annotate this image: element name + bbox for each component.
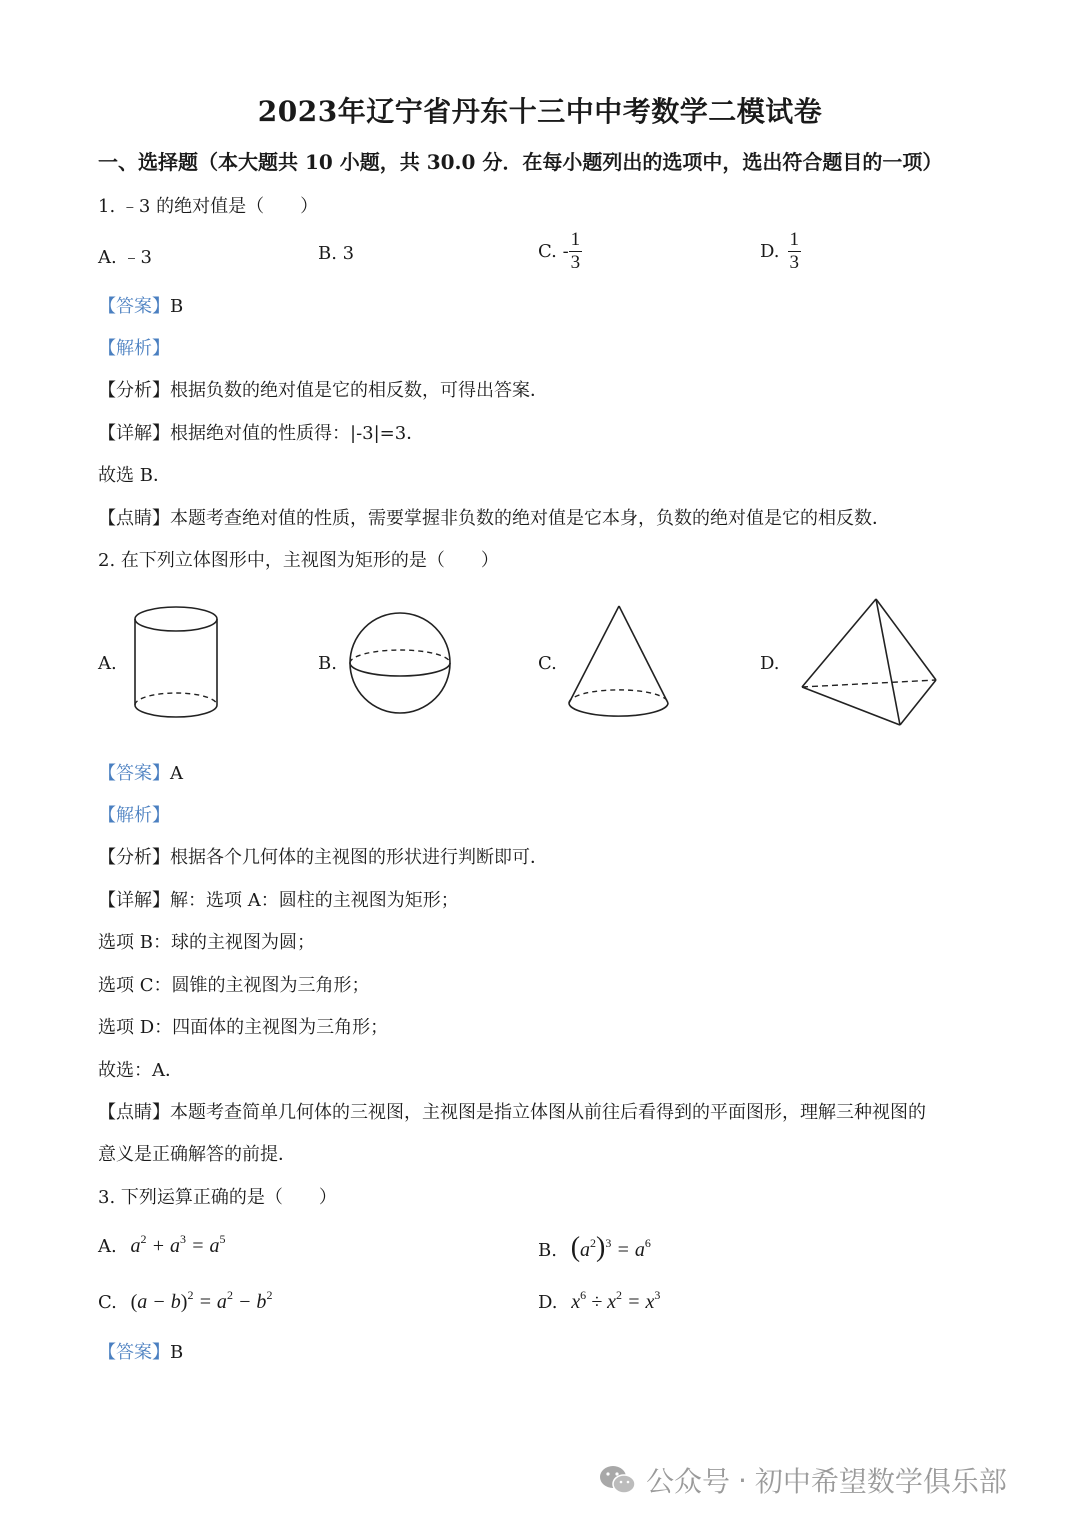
q2-jiexi-tag: 【解析】 [98, 805, 170, 826]
q2-detail-b: 选项 B：球的主视图为圆； [98, 932, 315, 953]
q3-option-d-label: D. [538, 1292, 558, 1313]
q1-option-c-fraction [569, 229, 583, 274]
q3-answer [98, 1338, 183, 1364]
q3-option-a [98, 1232, 225, 1258]
page-title: 2023年辽宁省丹东十三中中考数学二模试卷 [257, 95, 823, 128]
q1-comment: 【点睛】本题考查绝对值的性质，需要掌握非负数的绝对值是它本身，负数的绝对值是它的相反数． [98, 508, 890, 529]
q1-answer [98, 292, 183, 318]
q2-analysis: 【分析】根据各个几何体的主视图的形状进行判断即可． [98, 847, 548, 868]
q1-option-b: B. 3 [318, 243, 355, 264]
q1-option-d [760, 229, 801, 274]
q2-comment-line2: 意义是正确解答的前提． [98, 1144, 296, 1165]
q2-answer [98, 759, 183, 785]
q3-option-d-expression: $x^6 \div x^2 = x^3$ [571, 1288, 661, 1313]
sphere-figure [344, 610, 456, 720]
q3-option-d [538, 1288, 660, 1314]
watermark-right: 初中希望数学俱乐部 [754, 1465, 1007, 1498]
watermark-left: 公众号 [646, 1465, 731, 1498]
q1-jiexi-tag: 【解析】 [98, 338, 170, 359]
q2-option-a-label: A. [98, 653, 117, 674]
q3-option-b-expression: $(a^2)^3 = a^6$ [570, 1232, 651, 1263]
section-heading: 一、选择题（本大题共 10 小题，共 30.0 分．在每小题列出的选项中，选出符合题目的一项） [98, 150, 943, 174]
answer-tag: 【答案】 [98, 1342, 170, 1363]
q2-stem: 2. 在下列立体图形中，主视图为矩形的是（ ） [98, 550, 499, 571]
q1-option-d-label: D. [760, 241, 780, 262]
q1-detail: 【详解】根据绝对值的性质得：|-3|=3． [98, 423, 425, 444]
fraction-numerator: 1 [789, 229, 800, 250]
fraction-denominator: 3 [789, 252, 800, 273]
q3-option-c-expression: $(a - b)^2 = a^2 - b^2$ [130, 1288, 273, 1313]
wechat-icon [598, 1463, 638, 1497]
tetrahedron-figure [796, 592, 944, 732]
q1-option-d-fraction [788, 229, 802, 274]
answer-value: B [170, 1342, 184, 1363]
q2-option-b-label: B. [318, 653, 337, 674]
q2-comment-line1: 【点睛】本题考查简单几何体的三视图，主视图是指立体图从前往后看得到的平面图形，理解三种视图的 [98, 1102, 926, 1123]
answer-tag: 【答案】 [98, 296, 170, 317]
answer-tag: 【答案】 [98, 763, 170, 784]
q2-conclusion: 故选：A． [98, 1060, 183, 1081]
q3-option-b [538, 1232, 651, 1264]
q3-option-c-label: C. [98, 1292, 117, 1313]
q1-conclusion: 故选 B． [98, 465, 171, 486]
q3-option-a-label: A. [98, 1236, 117, 1257]
answer-value: B [170, 296, 184, 317]
q3-option-a-expression: $a^2 + a^3 = a^5$ [130, 1232, 226, 1257]
q2-detail: 【详解】解：选项 A：圆柱的主视图为矩形； [98, 890, 459, 911]
fraction-denominator: 3 [570, 252, 581, 273]
q1-stem: 1. ﹣3 的绝对值是（ ） [98, 196, 319, 217]
cone-figure [564, 600, 674, 725]
q2-option-d-label: D. [760, 653, 780, 674]
q2-detail-c: 选项 C：圆锥的主视图为三角形； [98, 975, 370, 996]
answer-value: A [170, 763, 183, 784]
q1-analysis: 【分析】根据负数的绝对值是它的相反数，可得出答案． [98, 380, 548, 401]
q1-option-c [538, 229, 582, 274]
q2-detail-d: 选项 D：四面体的主视图为三角形； [98, 1017, 389, 1038]
fraction-numerator: 1 [570, 229, 581, 250]
q1-option-a: A. ﹣3 [98, 247, 152, 268]
cylinder-figure [128, 600, 228, 725]
q3-stem: 3. 下列运算正确的是（ ） [98, 1187, 337, 1208]
q1-option-c-label: C. - [538, 241, 569, 262]
watermark-dot: · [738, 1463, 747, 1497]
q2-option-c-label: C. [538, 653, 557, 674]
q3-option-c [98, 1288, 272, 1314]
q3-option-b-label: B. [538, 1240, 557, 1261]
watermark [598, 1460, 1007, 1500]
